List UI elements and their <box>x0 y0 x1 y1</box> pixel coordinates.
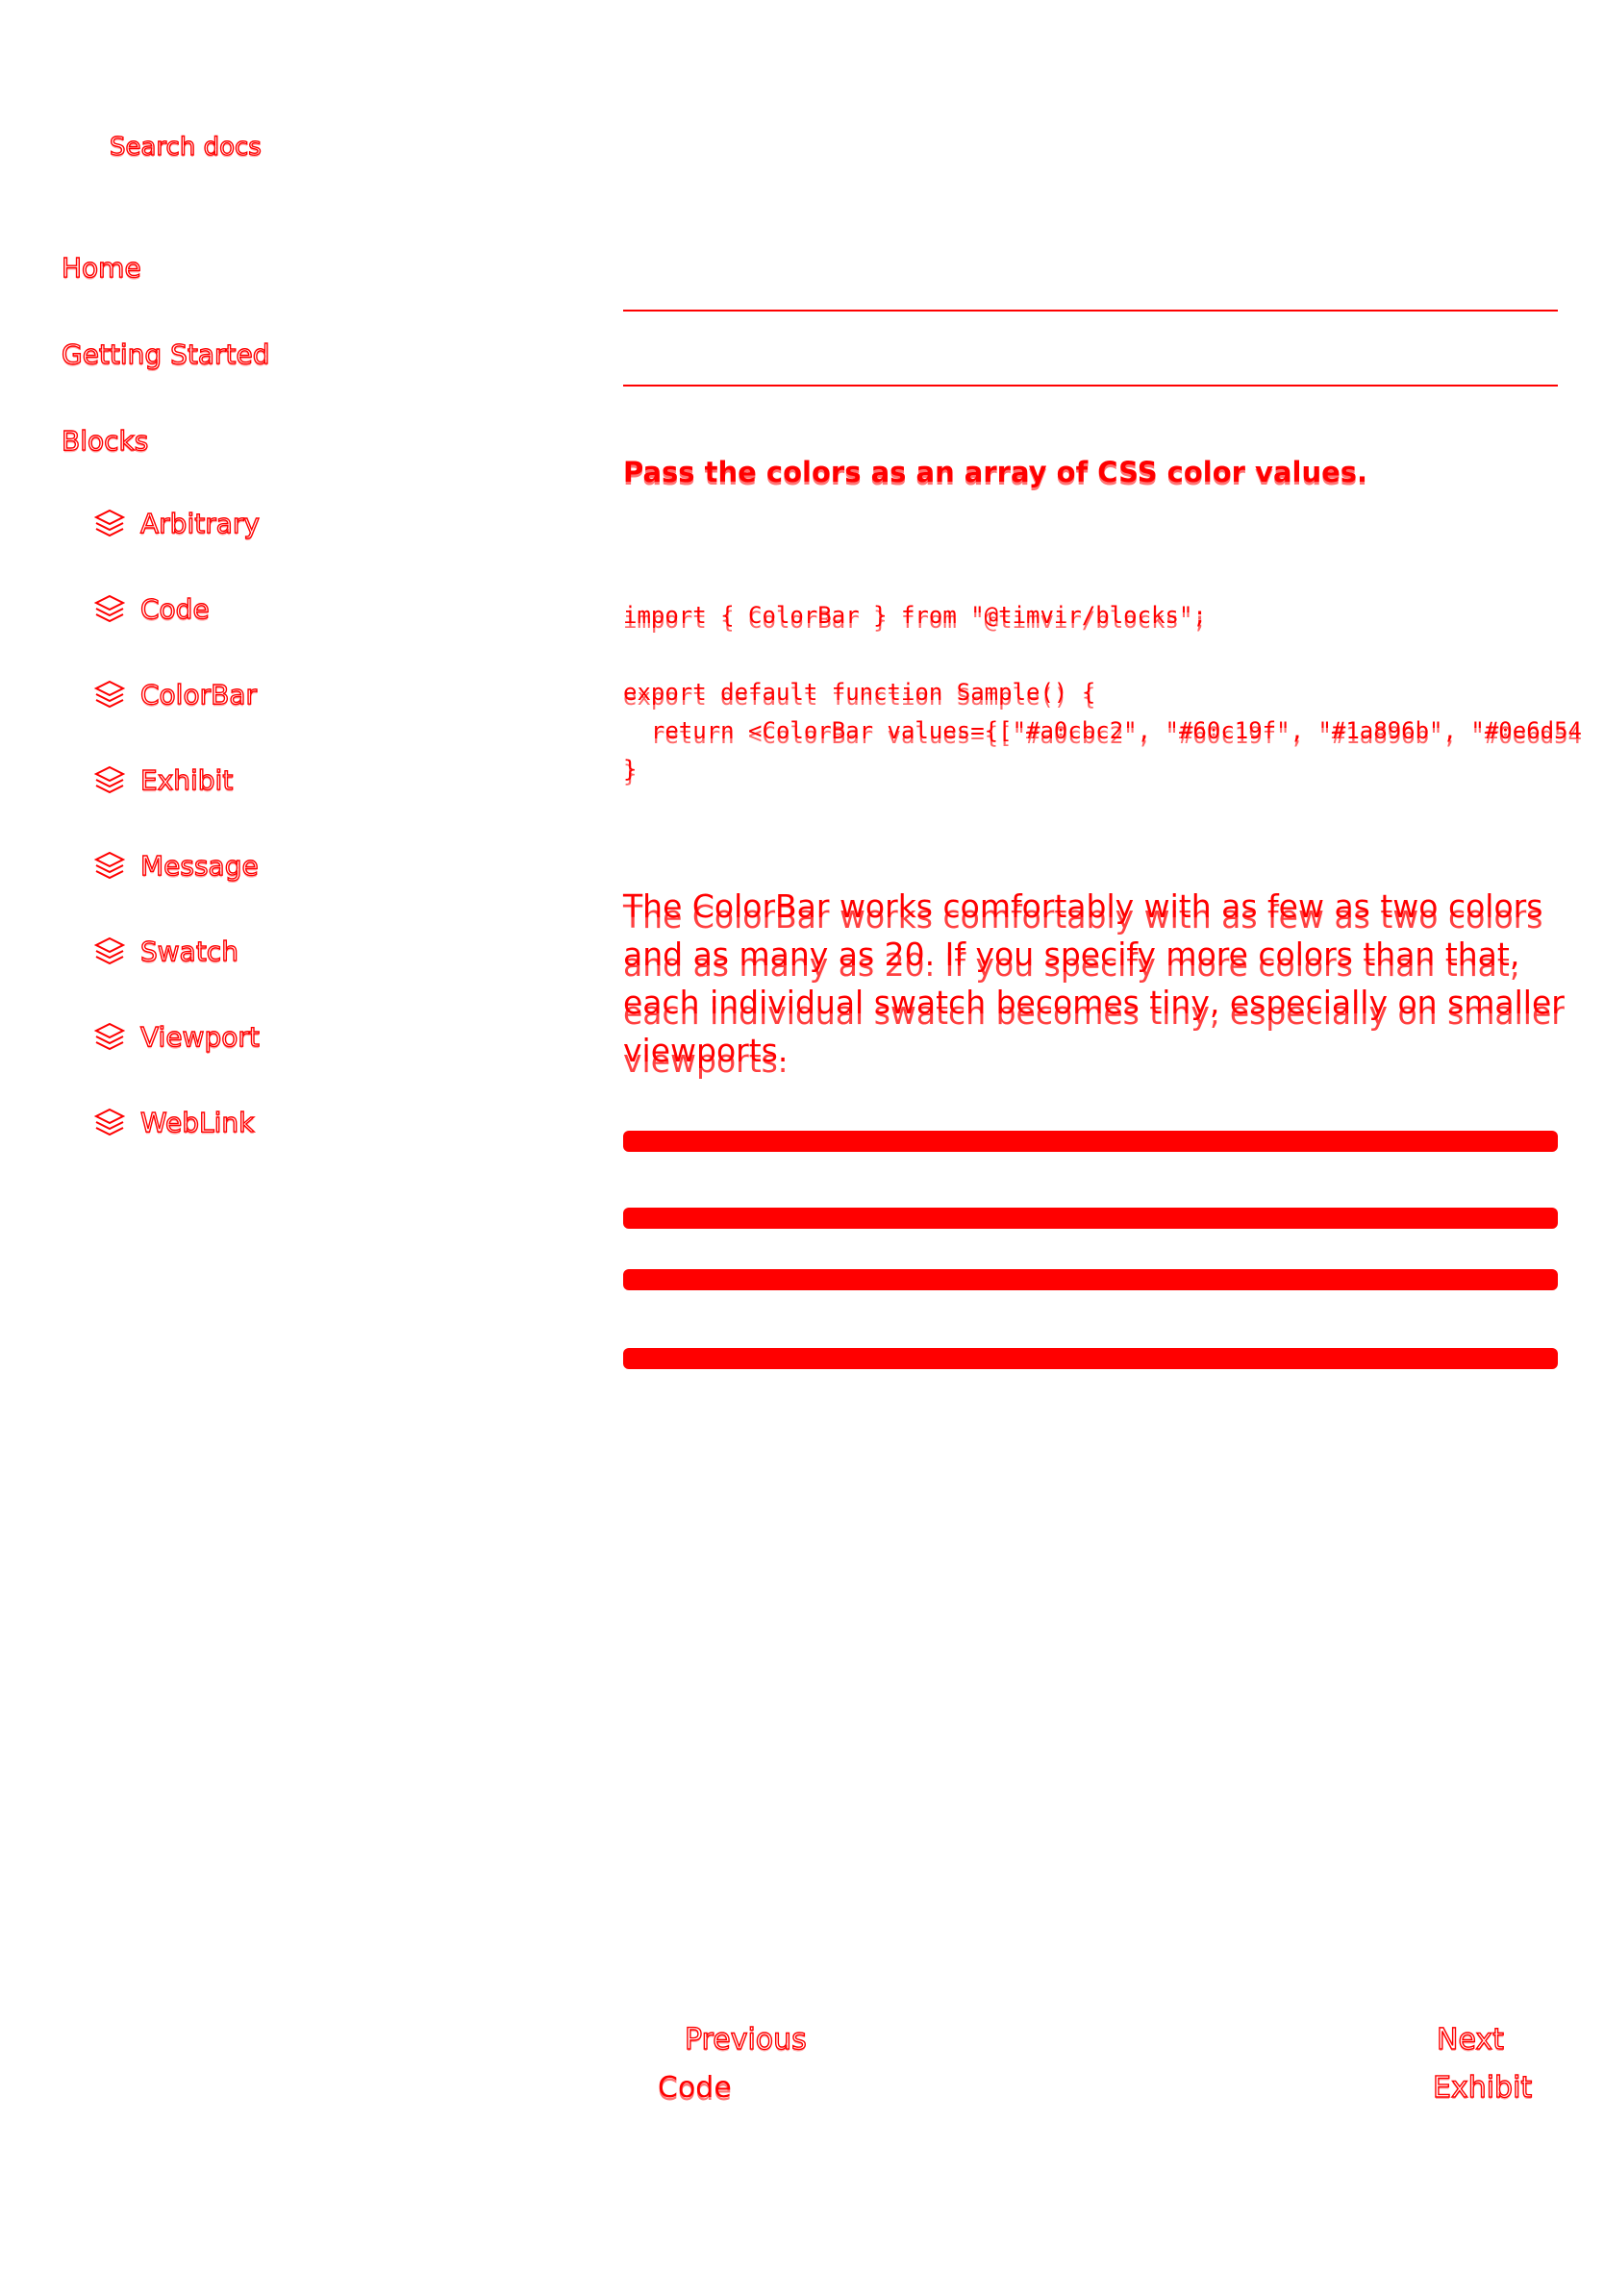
block-icon <box>92 1105 127 1139</box>
sidebar-item-label: Exhibit <box>140 763 234 796</box>
sidebar-item-label: ColorBar <box>140 678 257 711</box>
block-icon <box>92 934 127 968</box>
block-icon <box>92 677 127 711</box>
block-icon <box>92 1019 127 1054</box>
sidebar-item-exhibit[interactable] <box>92 761 233 799</box>
previous-label: Previous <box>685 2023 807 2057</box>
colorbar-example <box>623 1208 1558 1229</box>
sidebar-item-label: Message <box>140 849 259 882</box>
sidebar-item-label: Swatch <box>140 935 238 967</box>
sidebar-item-arbitrary[interactable] <box>92 504 260 542</box>
block-icon <box>92 762 127 797</box>
previous-page-link[interactable]: Code <box>658 2071 732 2105</box>
colorbar-preview-frame <box>623 310 1558 387</box>
sidebar-item-getting-started[interactable]: Getting Started <box>62 338 270 370</box>
code-line: import { ColorBar } from "@timvir/blocks"; <box>623 602 1207 629</box>
sidebar-item-message[interactable] <box>92 846 259 885</box>
code-sample <box>623 596 1585 788</box>
sidebar-item-label: Viewport <box>140 1020 260 1053</box>
sidebar-item-colorbar[interactable] <box>92 675 257 713</box>
code-line: export default function Sample() { <box>623 679 1096 706</box>
colorbar-example <box>623 1269 1558 1290</box>
sidebar-item-code[interactable] <box>92 589 210 628</box>
code-line: return <ColorBar values={["#a0cbc2", "#60c19f", "#1a896b", "#0e6d54 <box>623 717 1582 744</box>
sidebar-item-viewport[interactable] <box>92 1017 260 1056</box>
sidebar-item-label: Code <box>140 592 210 625</box>
search-input[interactable]: Search docs <box>110 133 262 162</box>
code-line <box>623 635 1585 673</box>
colorbar-example <box>623 1348 1558 1369</box>
sidebar-item-label: Arbitrary <box>140 507 260 539</box>
description-paragraph: The ColorBar works comfortably with as few as two colors and as many as 20. If you specify more colors than that, each individual swatch becomes tiny, especially on smaller viewports. <box>623 887 1565 1069</box>
block-icon <box>92 506 127 540</box>
block-icon <box>92 848 127 883</box>
lead-text: Pass the colors as an array of CSS color values. <box>623 456 1368 488</box>
code-line: } <box>623 756 638 783</box>
colorbar-example <box>623 1131 1558 1152</box>
sidebar-item-swatch[interactable] <box>92 932 238 970</box>
block-icon <box>92 591 127 626</box>
next-label: Next <box>1437 2023 1504 2057</box>
sidebar-item-home[interactable]: Home <box>62 252 141 284</box>
next-page-link[interactable]: Exhibit <box>1433 2071 1533 2105</box>
sidebar-item-label: WebLink <box>140 1106 255 1138</box>
sidebar-item-blocks[interactable]: Blocks <box>62 425 149 457</box>
sidebar-item-weblink[interactable] <box>92 1103 254 1141</box>
